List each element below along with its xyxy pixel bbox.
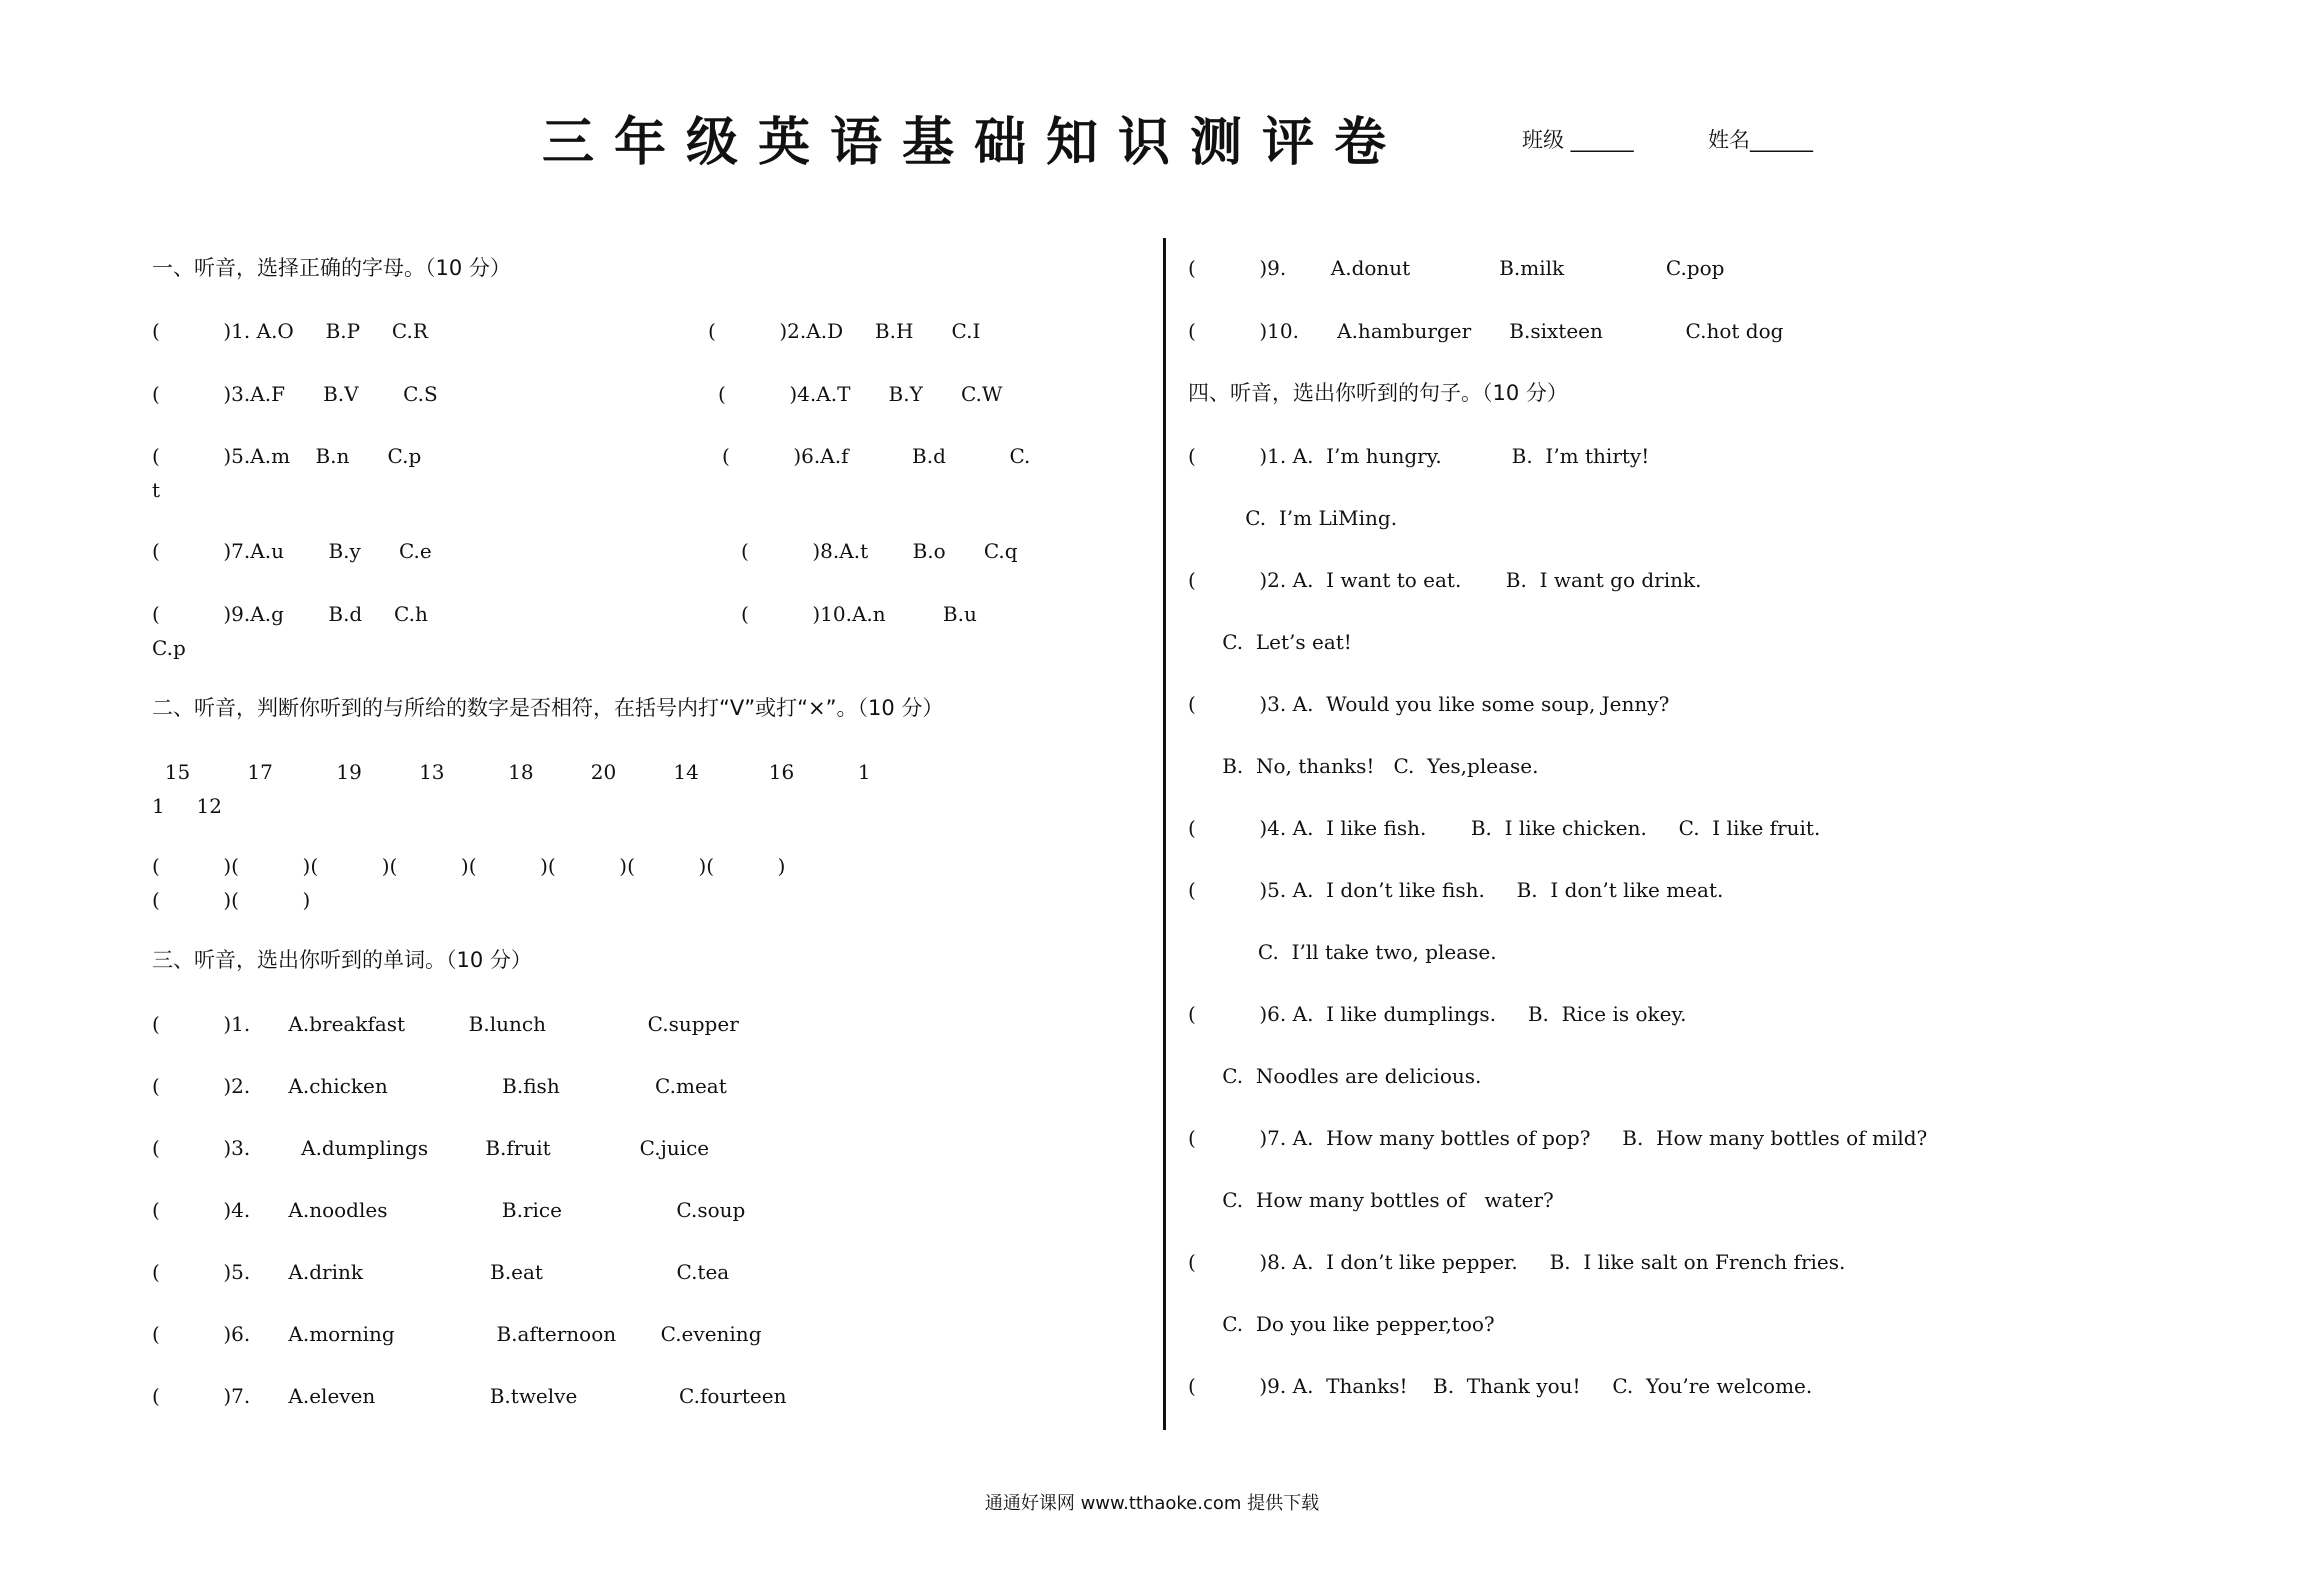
question-line: C. Let’s eat!: [1165, 630, 1352, 654]
question-line: ( )9. A.donut B.milk C.pop: [1188, 256, 1725, 280]
question-line: ( )7. A.eleven B.twelve C.fourteen: [152, 1384, 787, 1408]
number-row: 1 12: [152, 794, 222, 818]
name-field-label: 姓名______: [1708, 128, 1813, 152]
question-line: C. I’ll take two, please.: [1188, 940, 1497, 964]
page-title: 三年级英语基础知识测评卷: [542, 113, 1407, 173]
section-4-title: 四、听音，选出你听到的句子。（10 分）: [1188, 381, 1568, 405]
question-line: t: [152, 478, 161, 502]
question-line: ( )3. A.dumplings B.fruit C.juice: [152, 1136, 710, 1160]
question-line: B. No, thanks! C. Yes,please.: [1165, 754, 1539, 778]
question-line: ( )10. A.hamburger B.sixteen C.hot dog: [1188, 319, 1784, 343]
question-line: ( )1. A.O B.P C.R: [152, 319, 428, 343]
question-line: C.p: [152, 636, 186, 660]
question-line: C. How many bottles of water?: [1165, 1188, 1554, 1212]
question-line: ( )2.A.D B.H C.I: [708, 319, 981, 343]
question-line: ( )2. A. I want to eat. B. I want go drink.: [1188, 568, 1702, 592]
question-line: ( )4.A.T B.Y C.W: [718, 382, 1003, 406]
section-3-title: 三、听音，选出你听到的单词。（10 分）: [152, 948, 532, 972]
class-field-label: 班级 ______: [1522, 128, 1634, 152]
question-line: ( )3.A.F B.V C.S: [152, 382, 438, 406]
question-line: ( )4. A. I like fish. B. I like chicken. C. I like fruit.: [1188, 816, 1821, 840]
number-row: 15 17 19 13 18 20 14 16 1: [152, 760, 871, 784]
footer-source: 通通好课网 www.tthaoke.com 提供下载: [984, 1493, 1320, 1514]
question-line: ( )6. A. I like dumplings. B. Rice is okey.: [1188, 1002, 1687, 1026]
answer-parens: ( )( ): [152, 888, 311, 912]
question-line: ( )7. A. How many bottles of pop? B. How many bottles of mild?: [1188, 1126, 1928, 1150]
question-line: ( )1. A.breakfast B.lunch C.supper: [152, 1012, 739, 1036]
question-line: ( )6. A.morning B.afternoon C.evening: [152, 1322, 762, 1346]
question-line: ( )9. A. Thanks! B. Thank you! C. You’re welcome.: [1188, 1374, 1813, 1398]
question-line: ( )8.A.t B.o C.q: [741, 539, 1018, 563]
question-line: C. I’m LiMing.: [1188, 506, 1398, 530]
question-line: ( )4. A.noodles B.rice C.soup: [152, 1198, 746, 1222]
question-line: C. Noodles are delicious.: [1165, 1064, 1482, 1088]
section-2-title: 二、听音，判断你听到的与所给的数字是否相符，在括号内打“V”或打“×”。（10 分）: [152, 696, 944, 720]
answer-parens: ( )( )( )( )( )( )( )( ): [152, 854, 786, 878]
question-line: ( )6.A.f B.d C.: [722, 444, 1031, 468]
question-line: C. Do you like pepper,too?: [1165, 1312, 1495, 1336]
question-line: ( )2. A.chicken B.fish C.meat: [152, 1074, 727, 1098]
section-1-title: 一、听音，选择正确的字母。（10 分）: [152, 256, 511, 280]
column-divider: [1163, 238, 1166, 1430]
question-line: ( )5.A.m B.n C.p: [152, 444, 422, 468]
question-line: ( )3. A. Would you like some soup, Jenny?: [1188, 692, 1670, 716]
question-line: ( )5. A. I don’t like fish. B. I don’t like meat.: [1188, 878, 1724, 902]
question-line: ( )9.A.g B.d C.h: [152, 602, 428, 626]
question-line: ( )5. A.drink B.eat C.tea: [152, 1260, 730, 1284]
question-line: ( )7.A.u B.y C.e: [152, 539, 432, 563]
question-line: ( )10.A.n B.u: [741, 602, 977, 626]
question-line: ( )8. A. I don’t like pepper. B. I like salt on French fries.: [1188, 1250, 1846, 1274]
question-line: ( )1. A. I’m hungry. B. I’m thirty!: [1188, 444, 1650, 468]
